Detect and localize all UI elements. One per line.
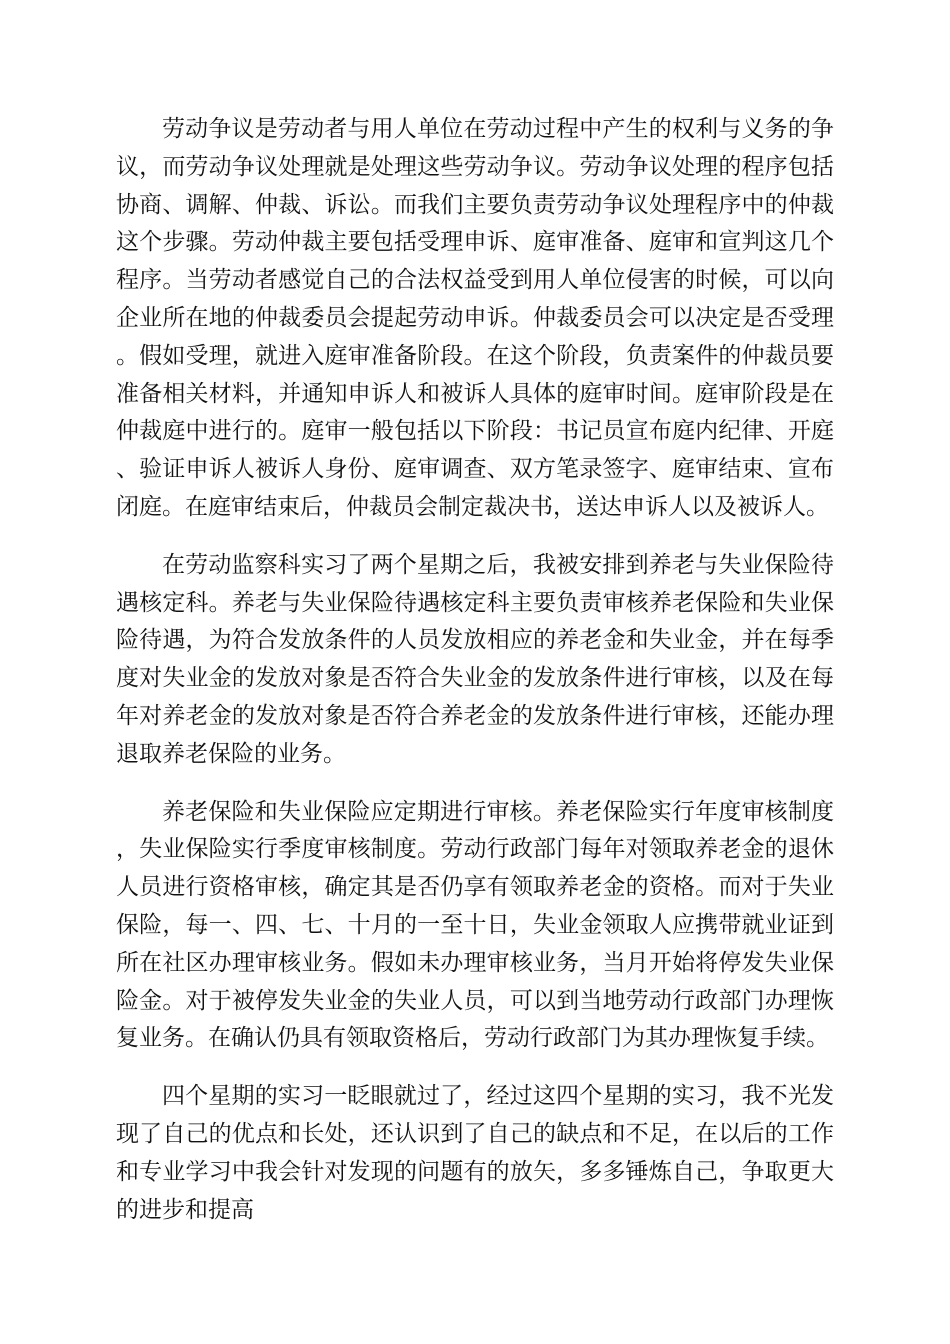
paragraph-labor-dispute-arbitration: 劳动争议是劳动者与用人单位在劳动过程中产生的权利与义务的争议，而劳动争议处理就是处理这些劳动争议。劳动争议处理的程序包括协商、调解、仲裁、诉讼。而我们主要负责劳动争议处理程序中的仲裁这个步骤。劳动仲裁主要包括受理申诉、庭审准备、庭审和宣判这几个程序。当劳动者感觉自己的合法权益受到用人单位侵害的时候，可以向企业所在地的仲裁委员会提起劳动申诉。仲裁委员会可以决定是否受理。假如受理，就进入庭审准备阶段。在这个阶段，负责案件的仲裁员要准备相关材料，并通知申诉人和被诉人具体的庭审时间。庭审阶段是在仲裁庭中进行的。庭审一般包括以下阶段：书记员宣布庭内纪律、开庭、验证申诉人被诉人身份、庭审调查、双方笔录签字、庭审结束、宣布闭庭。在庭审结束后，仲裁员会制定裁决书，送达申诉人以及被诉人。 bbox=[116, 116, 834, 520]
paragraph-periodic-review: 养老保险和失业保险应定期进行审核。养老保险实行年度审核制度，失业保险实行季度审核制度。劳动行政部门每年对领取养老金的退休人员进行资格审核，确定其是否仍享有领取养老金的资格。而对于失业保险，每一、四、七、十月的一至十日，失业金领取人应携带就业证到所在社区办理审核业务。假如未办理审核业务，当月开始将停发失业保险金。对于被停发失业金的失业人员，可以到当地劳动行政部门办理恢复业务。在确认仍具有领取资格后，劳动行政部门为其办理恢复手续。 bbox=[116, 798, 834, 1052]
document-body bbox=[116, 111, 834, 1229]
paragraph-pension-unemployment-section: 在劳动监察科实习了两个星期之后，我被安排到养老与失业保险待遇核定科。养老与失业保险待遇核定科主要负责审核养老保险和失业保险待遇，为符合发放条件的人员发放相应的养老金和失业金，并在每季度对失业金的发放对象是否符合失业金的发放条件进行审核，以及在每年对养老金的发放对象是否符合养老金的发放条件进行审核，还能办理退取养老保险的业务。 bbox=[116, 551, 834, 767]
paragraph-internship-summary: 四个星期的实习一眨眼就过了，经过这四个星期的实习，我不光发现了自己的优点和长处，还认识到了自己的缺点和不足，在以后的工作和专业学习中我会针对发现的问题有的放矢，多多锤炼自己，争取更大的进步和提高 bbox=[116, 1083, 834, 1223]
